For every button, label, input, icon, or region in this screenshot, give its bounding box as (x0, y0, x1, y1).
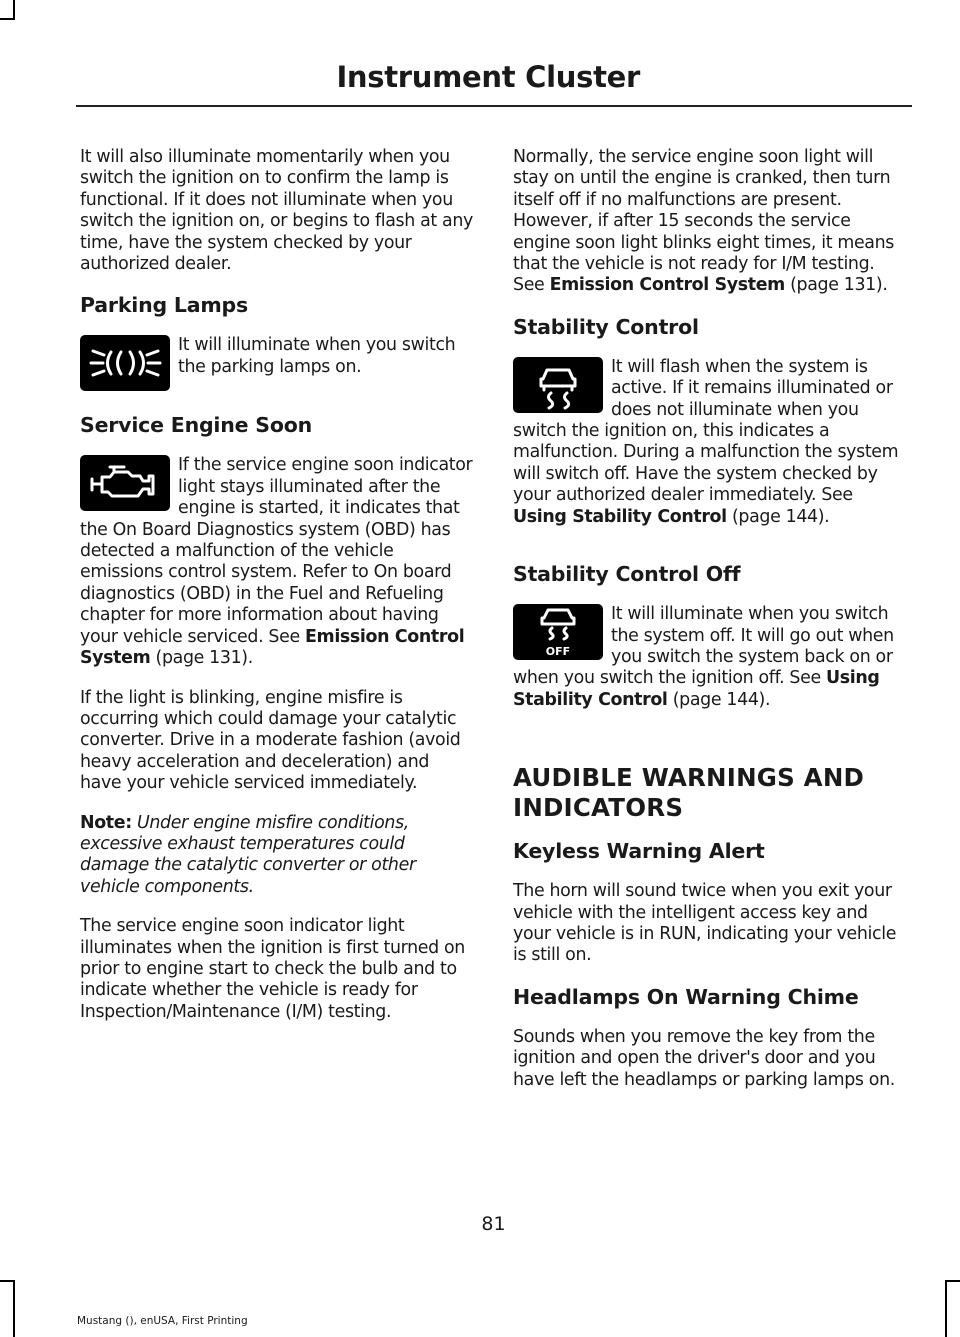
normally-paragraph: Normally, the service engine soon light will stay on until the engine is cranked, then turn itself off if no malfunctions are present. However, if after 15 seconds the service engine soon light blinks eight times, it means that the vehicle is not ready for I/M testing. See Emission Control System (page 131). (513, 147, 894, 296)
keyless-warning-heading: Keyless Warning Alert (513, 839, 765, 864)
crop-mark (13, 0, 15, 18)
left-column (80, 147, 474, 1041)
parking-lamps-heading: Parking Lamps (80, 293, 249, 318)
stability-off-icon-label: OFF (545, 645, 571, 659)
stability-off-icon (513, 604, 603, 660)
crop-mark (945, 1280, 960, 1282)
headlamps-chime-heading: Headlamps On Warning Chime (513, 984, 859, 1009)
page-title: Instrument Cluster (336, 60, 640, 94)
service-engine-text: If the service engine soon indicator light stays illuminated after the engine is started, it indicates that the On Board Diagnostics system (OBD) has detected a malfunction of the vehicle emissions control system. Refer to On board diagnostics (OBD) in the Fuel and Refueling chapter for more information about having your vehicle serviced. See Emission Control System (page 131). (80, 455, 473, 669)
audible-warnings-heading: AUDIBLE WARNINGS AND INDICATORS (513, 763, 865, 823)
stability-off-text: It will illuminate when you switch the system off. It will go out when you switch the system back on or when you switch the ignition off. See Using Stability Control (page 144). (513, 604, 894, 710)
bulb-check-paragraph: The service engine soon indicator light illuminates when the ignition is first turned on prior to engine start to check the bulb and to indicate whether the vehicle is ready for Inspection/Maintenance (I/M) testing. (80, 916, 465, 1022)
headlamps-chime-text: Sounds when you remove the key from the ignition and open the driver's door and you have left the headlamps or parking lamps on. (513, 1026, 895, 1090)
crop-mark (0, 18, 15, 20)
engine-icon (80, 455, 170, 511)
stability-off-heading: Stability Control Off (513, 562, 741, 587)
misfire-paragraph: If the light is blinking, engine misfire is occurring which could damage your catalytic converter. Drive in a moderate fashion (avoid heavy acceleration and deceleration) and have your vehicle serviced immediately. (80, 687, 461, 794)
parking-lamps-icon (80, 335, 170, 391)
stability-control-icon (513, 357, 603, 413)
crop-mark (945, 1280, 947, 1337)
service-engine-heading: Service Engine Soon (80, 413, 313, 438)
intro-paragraph: It will also illuminate momentarily when you switch the ignition on to confirm the lamp is functional. If it does not illuminate when you switch the ignition on, or begins to flash at any time, have the system checked by your authorized dealer. (80, 147, 473, 275)
crop-mark (13, 1280, 15, 1337)
stability-control-link[interactable]: Using Stability Control (513, 506, 727, 527)
emission-control-link[interactable]: Emission Control System (549, 275, 785, 296)
stability-control-heading: Stability Control (513, 314, 699, 339)
keyless-warning-text: The horn will sound twice when you exit your vehicle with the intelligent access key and your vehicle is in RUN, indicating your vehicle is still on. (513, 881, 897, 966)
header-divider (76, 105, 912, 107)
emission-control-link[interactable]: Emission Control System (80, 626, 465, 669)
right-column (513, 147, 907, 1109)
page-number: 81 (481, 1213, 506, 1235)
note-paragraph: Note: Under engine misfire conditions, excessive exhaust temperatures could damage the catalytic converter or other vehicle components. (80, 812, 416, 897)
footer-edition: Mustang (), enUSA, First Printing (77, 1315, 248, 1327)
crop-mark (0, 1280, 15, 1282)
parking-lamps-text: It will illuminate when you switch the parking lamps on. (178, 335, 456, 377)
stability-control-link[interactable]: Using Stability Control (513, 668, 880, 710)
stability-control-text: It will flash when the system is active. If it remains illuminated or does not illuminate when you switch the ignition on, this indicates a malfunction. During a malfunction the system will switch off. Have the system checked by your authorized dealer immediately. See Using Stability Control (page 144). (513, 356, 899, 527)
